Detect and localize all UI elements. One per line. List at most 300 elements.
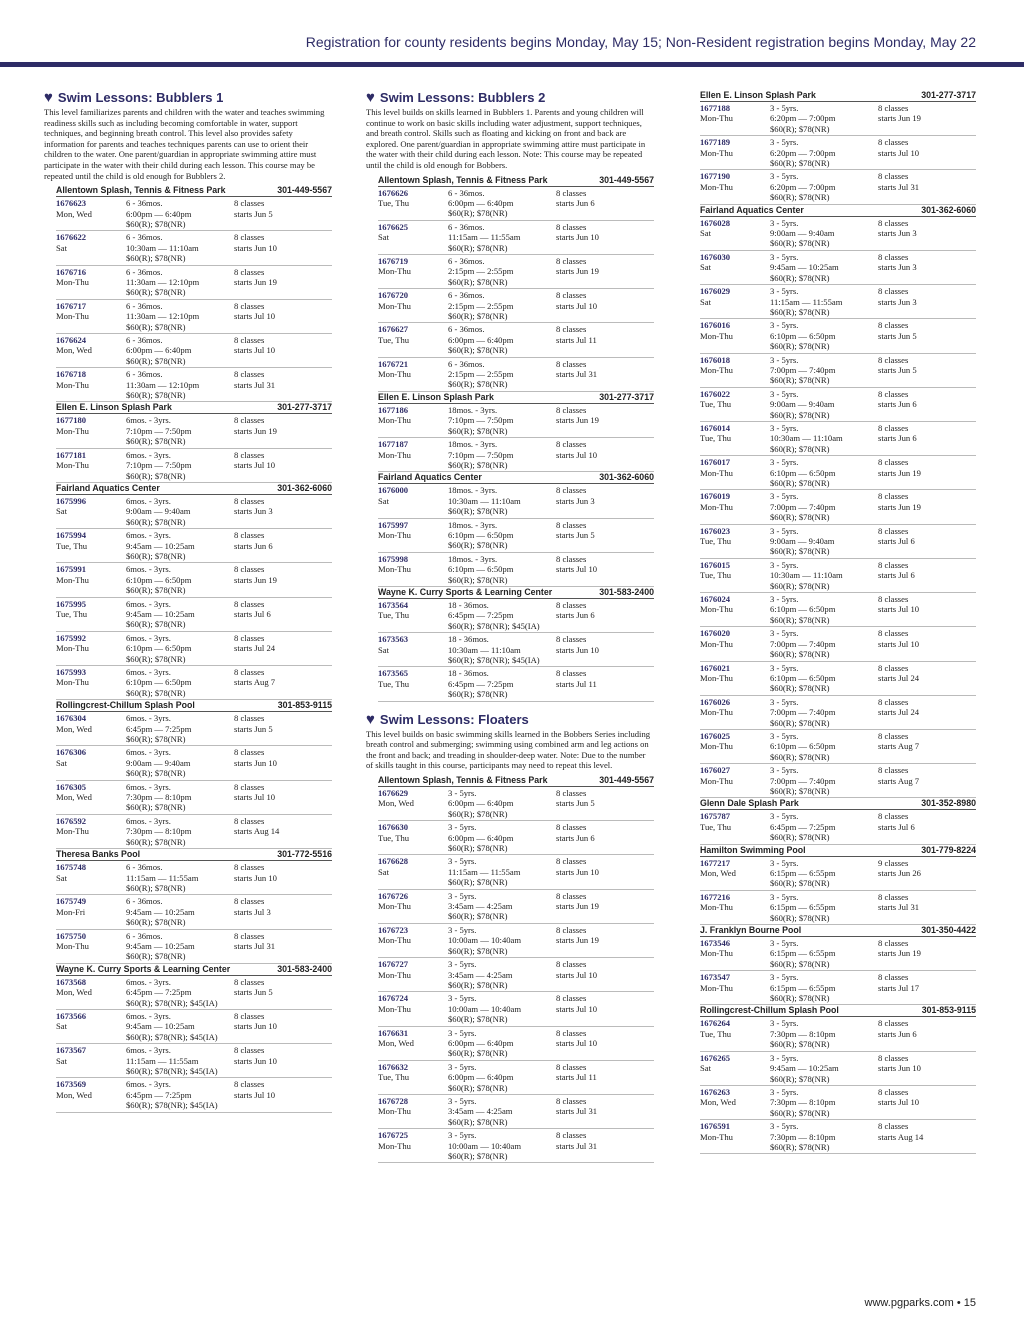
course-code[interactable]: 1673569 <box>56 1079 87 1090</box>
class-row <box>56 781 332 815</box>
age-range: 3 - 5yrs. <box>448 1061 477 1072</box>
location-header <box>378 392 654 404</box>
class-row <box>700 490 976 524</box>
spacer <box>56 998 126 1008</box>
time: 7:10pm — 7:50pm <box>126 425 192 436</box>
spacer <box>56 436 126 446</box>
age-range: 6mos. - 3yrs. <box>126 415 171 426</box>
fee: $60(R); $78(NR) <box>448 574 508 585</box>
start-date: starts Jun 5 <box>556 798 595 809</box>
spacer <box>700 878 770 888</box>
age-range: 6 - 36mos. <box>448 187 485 198</box>
class-count: 8 classes <box>556 519 587 530</box>
time: 6:00pm — 6:40pm <box>448 798 514 809</box>
course-code[interactable]: 1676027 <box>700 765 731 776</box>
course-code[interactable]: 1676725 <box>378 1130 409 1141</box>
time: 3:45am — 4:25am <box>448 969 513 980</box>
course-code[interactable]: 1676626 <box>378 187 409 198</box>
course-code[interactable]: 1676306 <box>56 747 87 758</box>
age-range: 6 - 36mos. <box>126 369 163 380</box>
course-code[interactable]: 1676014 <box>700 422 731 433</box>
class-count: 8 classes <box>878 972 909 983</box>
class-count: 8 classes <box>556 634 587 645</box>
course-code[interactable]: 1676727 <box>378 959 409 970</box>
location-name: Rollingcrest-Chillum Splash Pool <box>700 1005 839 1016</box>
start-date: starts Jun 5 <box>234 723 273 734</box>
age-range: 6 - 36mos. <box>448 221 485 232</box>
age-range: 6mos. - 3yrs. <box>126 781 171 792</box>
class-count: 8 classes <box>878 891 909 902</box>
days: Mon-Thu <box>700 902 733 913</box>
spacer <box>56 219 126 229</box>
spacer <box>700 832 770 842</box>
course-code[interactable]: 1676623 <box>56 198 87 209</box>
course-code[interactable]: 1675750 <box>56 930 87 941</box>
age-range: 6mos. - 3yrs. <box>126 632 171 643</box>
fee: $60(R); $78(NR) <box>448 345 508 356</box>
class-row <box>56 334 332 368</box>
time: 6:15pm — 6:55pm <box>770 902 836 913</box>
start-date: starts Jun 19 <box>556 935 599 946</box>
age-range: 3 - 5yrs. <box>448 1095 477 1106</box>
age-range: 6 - 36mos. <box>126 232 163 243</box>
spacer <box>378 379 448 389</box>
start-date: starts Jun 3 <box>878 296 917 307</box>
time: 6:10pm — 6:50pm <box>126 643 192 654</box>
spacer <box>700 238 770 248</box>
course-code[interactable]: 1676026 <box>700 696 731 707</box>
age-range: 6 - 36mos. <box>126 862 163 873</box>
age-range: 3 - 5yrs. <box>770 765 799 776</box>
start-date: starts Jun 6 <box>878 1028 917 1039</box>
time: 7:00pm — 7:40pm <box>770 501 836 512</box>
location-header <box>56 185 332 197</box>
days: Mon-Thu <box>700 501 733 512</box>
time: 6:00pm — 6:40pm <box>448 197 514 208</box>
days: Mon-Thu <box>700 741 733 752</box>
location-name: Theresa Banks Pool <box>56 849 141 860</box>
time: 6:15pm — 6:55pm <box>770 982 836 993</box>
time: 10:00am — 10:40am <box>448 1003 522 1014</box>
location-phone: 301-853-9115 <box>277 700 332 711</box>
spacer <box>378 877 448 887</box>
course-code[interactable]: 1676264 <box>700 1018 731 1029</box>
start-date: starts Jul 10 <box>234 1089 276 1100</box>
class-row <box>378 633 654 667</box>
spacer <box>378 575 448 585</box>
start-date: starts Jul 24 <box>234 643 276 654</box>
days: Sat <box>700 1063 711 1074</box>
course-code[interactable]: 1676015 <box>700 559 731 570</box>
section-title <box>44 90 332 105</box>
course-code[interactable]: 1673566 <box>56 1010 87 1021</box>
days: Mon-Thu <box>378 901 411 912</box>
spacer <box>378 655 448 665</box>
age-range: 3 - 5yrs. <box>770 811 799 822</box>
start-date: starts Jul 31 <box>556 1140 598 1151</box>
spacer <box>378 208 448 218</box>
fee: $60(R); $78(NR) <box>126 619 186 630</box>
class-count: 8 classes <box>556 290 587 301</box>
location-header <box>700 1005 976 1017</box>
start-date: starts Jun 19 <box>556 266 599 277</box>
course-code[interactable]: 1676017 <box>700 457 731 468</box>
spacer <box>700 273 770 283</box>
course-code[interactable]: 1676716 <box>56 266 87 277</box>
course-code[interactable]: 1675994 <box>56 530 87 541</box>
spacer <box>700 478 770 488</box>
start-date: starts Jul 10 <box>878 638 920 649</box>
start-date: starts Jul 10 <box>234 460 276 471</box>
age-range: 3 - 5yrs. <box>770 422 799 433</box>
time: 6:00pm — 6:40pm <box>126 208 192 219</box>
spacer <box>56 619 126 629</box>
fee: $60(R); $78(NR) <box>770 1141 830 1152</box>
course-code[interactable]: 1676628 <box>378 856 409 867</box>
course-code[interactable]: 1676591 <box>700 1121 731 1132</box>
course-code[interactable]: 1675993 <box>56 667 87 677</box>
spacer <box>56 253 126 263</box>
class-count: 8 classes <box>234 1010 265 1021</box>
course-code[interactable]: 1677189 <box>700 137 731 148</box>
course-code[interactable]: 1677216 <box>700 891 731 902</box>
class-count: 8 classes <box>878 491 909 502</box>
age-range: 3 - 5yrs. <box>770 594 799 605</box>
class-row <box>700 354 976 388</box>
course-code[interactable]: 1676019 <box>700 491 731 502</box>
course-code[interactable]: 1677186 <box>378 404 409 415</box>
course-code[interactable]: 1676721 <box>378 358 409 369</box>
course-code[interactable]: 1676305 <box>56 781 87 792</box>
class-row <box>700 456 976 490</box>
start-date: starts Jun 5 <box>234 987 273 998</box>
fee: $60(R); $78(NR) <box>770 158 830 169</box>
fee: $60(R); $78(NR) <box>448 208 508 219</box>
age-range: 6mos. - 3yrs. <box>126 976 171 987</box>
spacer <box>700 993 770 1003</box>
class-count: 8 classes <box>878 1121 909 1132</box>
days: Sat <box>56 757 67 768</box>
course-code[interactable]: 1675997 <box>378 519 409 530</box>
course-code[interactable]: 1675748 <box>56 862 87 873</box>
location-name: Wayne K. Curry Sports & Learning Center <box>56 963 231 974</box>
fee: $60(R); $78(NR) <box>770 1107 830 1118</box>
course-code[interactable]: 1676025 <box>700 730 731 741</box>
course-code[interactable]: 1676024 <box>700 594 731 605</box>
location-header <box>378 472 654 484</box>
age-range: 3 - 5yrs. <box>770 1086 799 1097</box>
course-code[interactable]: 1676723 <box>378 924 409 935</box>
class-row <box>378 404 654 438</box>
age-range: 3 - 5yrs. <box>448 822 477 833</box>
class-count: 8 classes <box>556 358 587 369</box>
class-count: 8 classes <box>556 485 587 496</box>
course-code[interactable]: 1675996 <box>56 495 87 506</box>
start-date: starts Jul 10 <box>234 345 276 356</box>
fee: $60(R); $78(NR) <box>448 276 508 287</box>
course-code[interactable]: 1673568 <box>56 976 87 987</box>
course-code[interactable]: 1675998 <box>378 553 409 564</box>
course-code[interactable]: 1676018 <box>700 354 731 365</box>
spacer <box>378 911 448 921</box>
class-count: 8 classes <box>878 1052 909 1063</box>
course-code[interactable]: 1676624 <box>56 335 87 346</box>
days: Mon-Thu <box>56 277 89 287</box>
course-code[interactable]: 1676631 <box>378 1027 409 1038</box>
course-code[interactable]: 1673565 <box>378 668 409 679</box>
time: 6:45pm — 7:25pm <box>126 1089 192 1100</box>
course-code[interactable]: 1677180 <box>56 415 87 426</box>
fee: $60(R); $78(NR) <box>448 379 508 390</box>
days: Sat <box>378 232 389 243</box>
course-code[interactable]: 1673547 <box>700 972 731 983</box>
days: Tue, Thu <box>700 570 732 581</box>
fee: $60(R); $78(NR) <box>126 802 186 813</box>
course-code[interactable]: 1673546 <box>700 938 731 949</box>
start-date: starts Jun 19 <box>878 113 921 124</box>
class-row <box>56 746 332 780</box>
age-range: 3 - 5yrs. <box>770 491 799 502</box>
time: 7:00pm — 7:40pm <box>770 707 836 718</box>
spacer <box>378 1151 448 1161</box>
fee: $60(R); $78(NR) <box>126 218 186 229</box>
course-code[interactable]: 1676724 <box>378 993 409 1004</box>
spacer <box>700 546 770 556</box>
course-code[interactable]: 1676022 <box>700 388 731 399</box>
start-date: starts Jul 3 <box>234 906 271 917</box>
start-date: starts Jul 10 <box>556 1037 598 1048</box>
start-date: starts Jul 10 <box>234 792 276 803</box>
course-code[interactable]: 1675992 <box>56 632 87 643</box>
course-code[interactable]: 1676717 <box>56 300 87 311</box>
days: Mon-Thu <box>378 300 411 311</box>
age-range: 3 - 5yrs. <box>770 137 799 148</box>
course-code[interactable]: 1675995 <box>56 598 87 609</box>
spacer <box>700 913 770 923</box>
class-row <box>378 255 654 289</box>
fee: $60(R); $78(NR) <box>770 1039 830 1050</box>
age-range: 6 - 36mos. <box>126 896 163 907</box>
course-code[interactable]: 1675787 <box>700 811 731 822</box>
age-range: 3 - 5yrs. <box>770 103 799 113</box>
time: 6:10pm — 6:50pm <box>770 604 836 615</box>
course-code[interactable]: 1676000 <box>378 485 409 496</box>
class-count: 8 classes <box>234 1079 265 1090</box>
age-range: 3 - 5yrs. <box>770 1018 799 1029</box>
course-code[interactable]: 1676625 <box>378 221 409 232</box>
class-count: 8 classes <box>878 137 909 148</box>
start-date: starts Jul 10 <box>556 449 598 460</box>
time: 9:45am — 10:25am <box>126 906 195 917</box>
spacer <box>378 980 448 990</box>
fee: $60(R); $78(NR); $45(IA) <box>126 1031 218 1042</box>
location-header <box>56 700 332 712</box>
class-row <box>56 815 332 849</box>
class-count: 8 classes <box>556 1027 587 1038</box>
fee: $60(R); $78(NR) <box>126 734 186 745</box>
course-code[interactable]: 1676028 <box>700 217 731 228</box>
course-code[interactable]: 1676030 <box>700 251 731 262</box>
spacer <box>700 649 770 659</box>
course-code[interactable]: 1676029 <box>700 286 731 297</box>
fee: $60(R); $78(NR) <box>448 425 508 436</box>
age-range: 6 - 36mos. <box>448 290 485 301</box>
class-row <box>378 438 654 472</box>
course-code[interactable]: 1677181 <box>56 449 87 460</box>
fee: $60(R); $78(NR) <box>126 585 186 596</box>
course-code[interactable]: 1676718 <box>56 369 87 380</box>
course-code[interactable]: 1676720 <box>378 290 409 301</box>
class-count: 8 classes <box>878 217 909 228</box>
days: Sat <box>378 644 389 655</box>
days: Mon-Thu <box>378 1140 411 1151</box>
course-code[interactable]: 1676719 <box>378 256 409 266</box>
days: Tue, Thu <box>700 399 732 410</box>
class-count: 8 classes <box>234 1045 265 1056</box>
time: 6:10pm — 6:50pm <box>770 672 836 683</box>
course-code[interactable]: 1676023 <box>700 525 731 536</box>
start-date: starts Jun 10 <box>556 866 599 877</box>
class-count: 8 classes <box>878 730 909 741</box>
spacer <box>700 752 770 762</box>
class-count: 8 classes <box>556 404 587 415</box>
class-count: 8 classes <box>878 354 909 365</box>
course-code[interactable]: 1677217 <box>700 857 731 868</box>
location-name: Fairland Aquatics Center <box>378 472 482 483</box>
section-title <box>366 712 654 727</box>
age-range: 18 - 36mos. <box>448 668 489 679</box>
time: 10:30am — 11:10am <box>448 644 521 655</box>
class-count: 8 classes <box>234 369 265 380</box>
course-code[interactable]: 1676622 <box>56 232 87 243</box>
location-name: Rollingcrest-Chillum Splash Pool <box>56 700 195 711</box>
class-row <box>700 1017 976 1051</box>
time: 9:45am — 10:25am <box>126 540 195 551</box>
class-row <box>378 1027 654 1061</box>
course-code[interactable]: 1676630 <box>378 822 409 833</box>
time: 11:30am — 12:10pm <box>126 277 200 287</box>
fee: $60(R); $78(NR) <box>448 911 508 922</box>
course-code[interactable]: 1673567 <box>56 1045 87 1056</box>
class-count: 8 classes <box>878 696 909 707</box>
spacer <box>700 615 770 625</box>
fee: $60(R); $78(NR) <box>126 653 186 664</box>
time: 9:45am — 10:25am <box>770 1063 839 1074</box>
class-count: 8 classes <box>556 1130 587 1141</box>
age-range: 6mos. - 3yrs. <box>126 713 171 724</box>
fee: $60(R); $78(NR) <box>448 945 508 956</box>
class-row <box>378 787 654 821</box>
course-code[interactable]: 1676632 <box>378 1061 409 1072</box>
course-code[interactable]: 1676016 <box>700 320 731 331</box>
class-count: 8 classes <box>556 856 587 867</box>
time: 10:30am — 11:10am <box>770 570 843 581</box>
course-code[interactable]: 1676728 <box>378 1095 409 1106</box>
spacer <box>56 1032 126 1042</box>
course-code[interactable]: 1675991 <box>56 564 87 575</box>
course-code[interactable]: 1676592 <box>56 815 87 826</box>
spacer <box>700 1108 770 1118</box>
days: Sat <box>56 506 67 517</box>
location-phone: 301-449-5567 <box>277 185 332 196</box>
age-range: 3 - 5yrs. <box>448 1130 477 1141</box>
course-code[interactable]: 1676263 <box>700 1086 731 1097</box>
location-header <box>378 175 654 187</box>
start-date: starts Jul 24 <box>878 672 920 683</box>
course-code[interactable]: 1677188 <box>700 103 731 113</box>
fee: $60(R); $78(NR) <box>448 979 508 990</box>
course-code[interactable]: 1676020 <box>700 628 731 639</box>
course-code[interactable]: 1675749 <box>56 896 87 907</box>
fee: $60(R); $78(NR) <box>448 1116 508 1127</box>
class-count: 8 classes <box>556 993 587 1004</box>
spacer <box>378 1048 448 1058</box>
class-row <box>378 958 654 992</box>
course-code[interactable]: 1676726 <box>378 890 409 901</box>
course-code[interactable]: 1676021 <box>700 662 731 673</box>
start-date: starts Jun 6 <box>234 540 273 551</box>
time: 10:30am — 11:10am <box>770 433 843 444</box>
class-count: 8 classes <box>878 388 909 399</box>
class-count: 8 classes <box>556 599 587 610</box>
days: Mon-Thu <box>56 826 89 837</box>
age-range: 6mos. - 3yrs. <box>126 598 171 609</box>
class-count: 8 classes <box>878 103 909 113</box>
class-row <box>700 764 976 798</box>
course-code[interactable]: 1677187 <box>378 439 409 450</box>
class-row <box>378 890 654 924</box>
course-code[interactable]: 1677190 <box>700 171 731 182</box>
spacer <box>700 444 770 454</box>
location-name: Fairland Aquatics Center <box>700 204 804 215</box>
location-phone: 301-362-6060 <box>599 472 654 483</box>
time: 9:00am — 9:40am <box>126 757 191 768</box>
start-date: starts Jul 10 <box>556 564 598 575</box>
course-code[interactable]: 1676627 <box>378 324 409 335</box>
class-count: 8 classes <box>556 959 587 970</box>
course-code[interactable]: 1676629 <box>378 788 409 798</box>
class-count: 8 classes <box>556 187 587 198</box>
age-range: 6mos. - 3yrs. <box>126 667 171 677</box>
days: Mon-Thu <box>56 425 89 436</box>
time: 11:30am — 12:10pm <box>126 311 200 322</box>
fee: $60(R); $78(NR) <box>126 436 186 447</box>
age-range: 6mos. - 3yrs. <box>126 815 171 826</box>
days: Mon-Thu <box>56 677 89 688</box>
course-code[interactable]: 1673564 <box>378 599 409 610</box>
column-1 <box>44 89 332 1113</box>
time: 7:30pm — 8:10pm <box>770 1131 836 1142</box>
location-header <box>700 845 976 857</box>
age-range: 18 - 36mos. <box>448 634 489 645</box>
fee: $60(R); $78(NR) <box>126 550 186 561</box>
course-code[interactable]: 1676304 <box>56 713 87 724</box>
start-date: starts Jul 10 <box>556 300 598 311</box>
class-count: 8 classes <box>234 976 265 987</box>
spacer <box>700 581 770 591</box>
age-range: 3 - 5yrs. <box>770 559 799 570</box>
class-count: 8 classes <box>556 439 587 450</box>
age-range: 3 - 5yrs. <box>770 217 799 228</box>
days: Tue, Thu <box>700 821 732 832</box>
course-code[interactable]: 1673563 <box>378 634 409 645</box>
fee: $60(R); $78(NR) <box>448 689 508 700</box>
days: Tue, Thu <box>378 1072 410 1083</box>
start-date: starts Jul 6 <box>234 608 271 619</box>
course-code[interactable]: 1676265 <box>700 1052 731 1063</box>
class-row <box>700 696 976 730</box>
spacer <box>56 356 126 366</box>
